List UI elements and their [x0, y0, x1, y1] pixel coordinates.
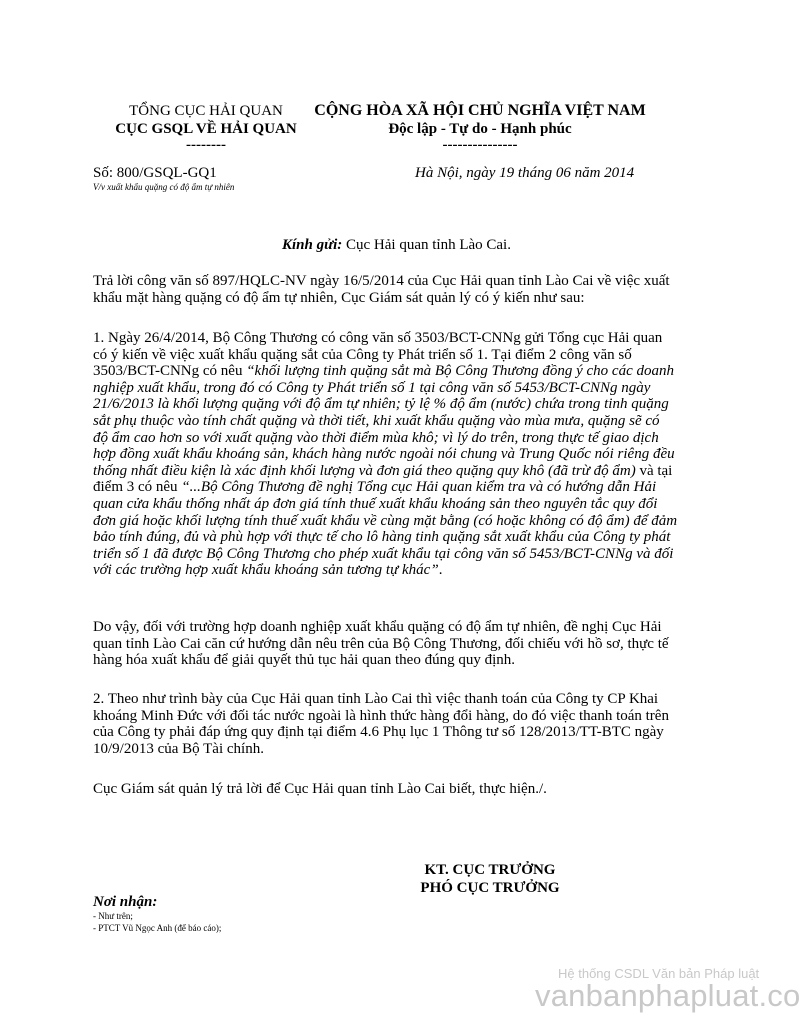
text-line: Do vậy, đối với trường hợp doanh nghiệp xuất khẩu quặng có độ ẩm tự nhiên, đề nghị Cục Hải — [93, 619, 662, 635]
quote-line: sắt phụ thuộc vào tính chất quặng và thời tiết, khi xuất khẩu quặng vào mùa mưa, quặng sẽ có — [93, 412, 660, 429]
signature-position: PHÓ CỤC TRƯỞNG — [420, 880, 560, 896]
quote-line: triển số 1 đã được Bộ Công Thương cho phép xuất khẩu tại công văn số 5453/BCT-CNNg và đối — [93, 545, 674, 562]
text-line: 2. Theo như trình bày của Cục Hải quan tỉnh Lào Cai thì việc thanh toán của Công ty CP Khai — [93, 691, 659, 707]
paragraph-closing — [93, 781, 709, 798]
text-line: Trả lời công văn số 897/HQLC-NV ngày 16/5/2014 của Cục Hải quan tỉnh Lào Cai về việc xuất — [93, 273, 670, 289]
paragraph-request — [93, 619, 709, 669]
paragraph-intro — [93, 273, 709, 306]
quote-line: hợp đồng xuất khẩu khoáng sản, khách hàng nước ngoài nói chung và Trung Quốc nói riêng đều — [93, 446, 675, 463]
paragraph-point-2 — [93, 691, 709, 757]
text-line — [93, 562, 709, 579]
document-subject: V/v xuất khẩu quặng có độ ẩm tự nhiên — [93, 182, 235, 192]
quote-segment: thống nhất điều kiện là xác định khối lượng và đơn giá theo quặng quy khô (đã trừ độ ẩm) — [93, 462, 636, 479]
text-line: Cục Giám sát quản lý trả lời để Cục Hải quan tỉnh Lào Cai biết, thực hiện./. — [93, 781, 547, 797]
quote-segment: “...Bộ Công Thương đề nghị Tổng cục Hải quan kiểm tra và có hướng dẫn Hải — [181, 479, 657, 496]
text-line — [93, 479, 709, 496]
text-segment: 3503/BCT-CNNg có nêu — [93, 363, 247, 380]
quote-line: đơn giá hoặc khối lượng tính thuế xuất khẩu về cùng mặt bằng (có hoặc không có độ ẩm) để đảm — [93, 512, 678, 529]
place-date: Hà Nội, ngày 19 tháng 06 năm 2014 — [415, 165, 635, 181]
text-segment: . — [438, 562, 443, 579]
text-line: khoáng Minh Đức với đối tác nước ngoài là hình thức hàng đổi hàng, do đó việc thanh toán trên — [93, 707, 669, 724]
quote-line: 21/6/2013 là khối lượng quặng với độ ẩm tự nhiên; tỷ lệ % độ ẩm (nước) chứa trong tinh quặng — [93, 396, 669, 413]
watermark-site: vanbanphapluat.co — [535, 978, 800, 1013]
text-line: hàng hóa xuất khẩu để giải quyết thủ tục hải quan theo đúng quy định. — [93, 652, 515, 669]
text-segment: và tại — [635, 462, 673, 479]
recipients-title: Nơi nhận: — [93, 894, 158, 910]
signature-title: KT. CỤC TRƯỞNG — [424, 862, 556, 878]
text-line: 1. Ngày 26/4/2014, Bộ Công Thương có công văn số 3503/BCT-CNNg gửi Tổng cục Hải quan — [93, 330, 663, 346]
paragraph-point-1 — [93, 330, 709, 579]
text-line: quan tỉnh Lào Cai căn cứ hướng dẫn nêu trên của Bộ Công Thương, đối chiếu với hồ sơ, thực tế — [93, 635, 669, 652]
quote-line: bảo tính đúng, đủ và phù hợp với thực tế cho lô hàng tinh quặng sắt xuất khẩu của Công ty phát — [93, 529, 671, 546]
text-line: khẩu mặt hàng quặng có độ ẩm tự nhiên, Cục Giám sát quản lý có ý kiến như sau: — [93, 289, 585, 306]
recipient-line — [282, 236, 511, 254]
recipient-item: - PTCT Vũ Ngọc Anh (để báo cáo); — [93, 923, 222, 933]
motto-divider: --------------- — [442, 137, 518, 153]
quote-line: nghiệp xuất khẩu, trong đó có Công ty Phát triển số 1 tại công văn số 5453/BCT-CNNg ngày — [93, 379, 651, 396]
text-line: có ý kiến về việc xuất khẩu quặng sắt của Công ty Phát triển số 1. Tại điểm 2 công văn số — [93, 346, 632, 363]
agency-divider: -------- — [186, 137, 226, 153]
quote-line: quan cửa khẩu thống nhất áp đơn giá tính thuế xuất khẩu khoáng sản theo nguyên tắc quy đổi — [93, 495, 658, 512]
text-line — [93, 363, 709, 380]
text-line: 10/9/2013 của Bộ Tài chính. — [93, 740, 264, 757]
quote-line: độ ẩm cao hơn so với xuất quặng vào thời điểm mùa khô; vì lý do trên, trong thực tế giao dịch — [93, 429, 659, 446]
agency-parent: TỔNG CỤC HẢI QUAN — [129, 103, 283, 119]
national-motto: Độc lập - Tự do - Hạnh phúc — [388, 121, 572, 137]
quote-segment: “khối lượng tinh quặng sắt mà Bộ Công Thương đồng ý cho các doanh — [246, 363, 674, 380]
recipient-name: Cục Hải quan tỉnh Lào Cai. — [346, 237, 511, 253]
watermark-caption: Hệ thống CSDL Văn bản Pháp luật — [558, 966, 760, 981]
national-title: CỘNG HÒA XÃ HỘI CHỦ NGHĨA VIỆT NAM — [314, 102, 646, 119]
document-number: Số: 800/GSQL-GQ1 — [93, 165, 217, 181]
text-line — [93, 463, 709, 480]
agency-name: CỤC GSQL VỀ HẢI QUAN — [115, 121, 297, 137]
text-line: của Công ty phải đáp ứng quy định tại điểm 4.6 Phụ lục 1 Thông tư số 128/2013/TT-BTC ngày — [93, 724, 664, 741]
recipient-label: Kính gửi: — [282, 237, 343, 253]
quote-segment: với các trường hợp xuất khẩu khoáng sản tương tự khác” — [93, 562, 439, 579]
recipient-item: - Như trên; — [93, 911, 133, 921]
text-segment: điểm 3 có nêu — [93, 479, 182, 496]
